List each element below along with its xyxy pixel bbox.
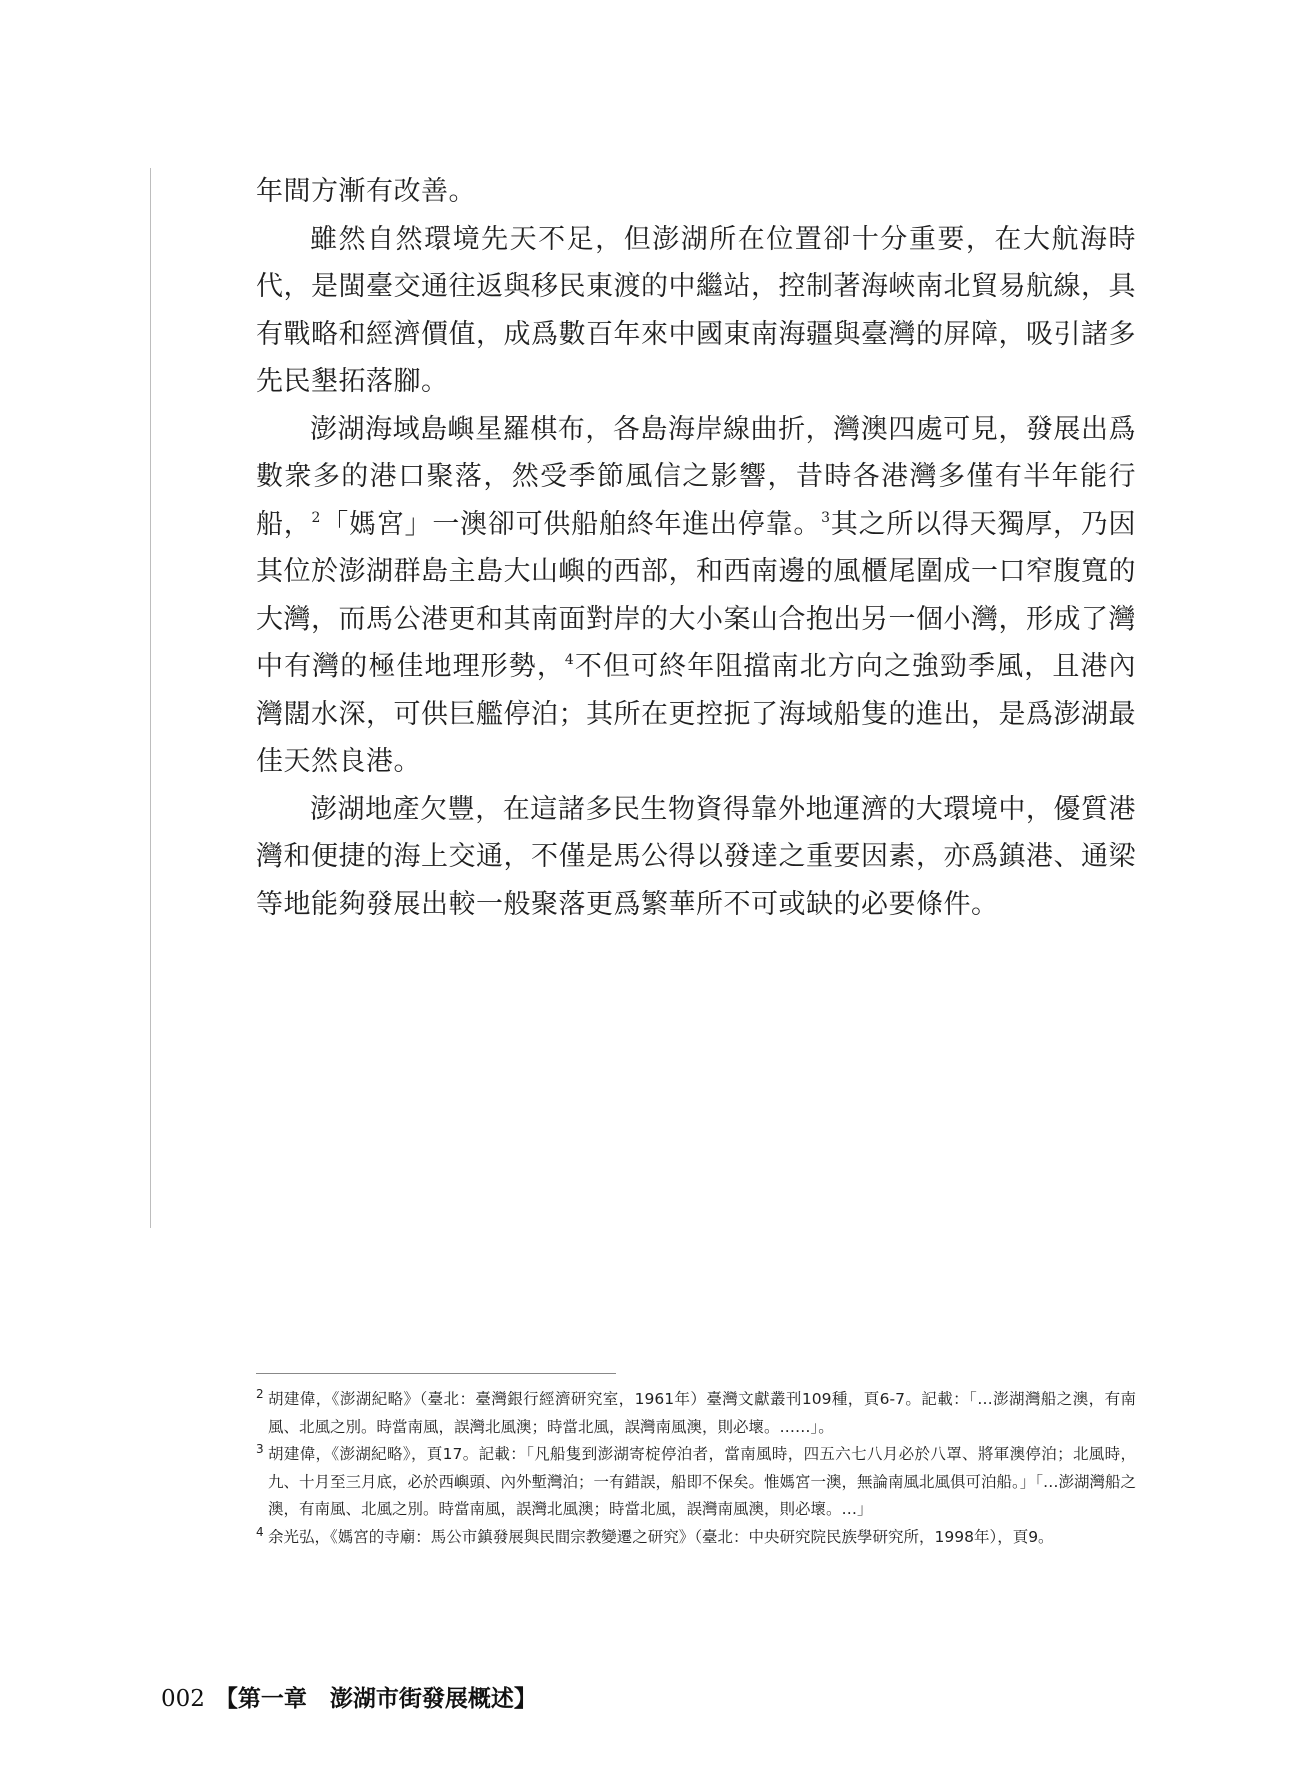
footnote-ref-4[interactable]: 4 (564, 652, 575, 668)
chapter-title: 【第一章 澎湖市街發展概述】 (214, 1685, 537, 1712)
footnote-2 (256, 1386, 1136, 1441)
footnote-text: 余光弘，《媽宮的寺廟：馬公市鎮發展與民間宗教變遷之研究》（臺北：中央研究院民族學研究所，1998年），頁9。 (268, 1527, 1054, 1546)
paragraph-3: 澎湖地產欠豐，在這諸多民生物資得靠外地運濟的大環境中，優質港灣和便捷的海上交通，不僅是馬公得以發達之重要因素，亦爲鎮港、通梁等地能夠發展出較一般聚落更爲繁華所不可或缺的必要條件。 (256, 793, 1136, 920)
footnote-ref-2[interactable]: 2 (311, 509, 321, 526)
page-footer (161, 1680, 537, 1713)
paragraph-1: 雖然自然環境先天不足，但澎湖所在位置卻十分重要，在大航海時代，是閩臺交通往返與移民東渡的中繼站，控制著海峽南北貿易航線，具有戰略和經濟價值，成爲數百年來中國東南海疆與臺灣的屏障，吸引諸多先民墾拓落腳。 (256, 223, 1136, 397)
footnote-number: 3 (256, 1442, 264, 1456)
margin-rule (150, 168, 151, 1228)
footnote-number: 4 (256, 1524, 264, 1539)
body-text (256, 168, 1136, 928)
footnote-ref-3[interactable]: 3 (821, 509, 831, 526)
footnote-rule (256, 1373, 616, 1374)
footnote-text: 胡建偉，《澎湖紀略》（臺北：臺灣銀行經濟研究室，1961年）臺灣文獻叢刊109種，頁6-7。記載：「…澎湖灣船之澳，有南風、北風之別。時當南風，誤灣北風澳；時當北風，誤灣南風澳，則必壞。……」。 (268, 1390, 1136, 1436)
paragraph-2-part-c: 其之所以得天獨厚，乃因其位於澎湖群島主島大山嶼的西部，和西南邊的風櫃尾圍成一口窄腹寬的大灣，而馬公港更和其南面對岸的大小案山合抱出另一個小灣，形成了灣中有灣的極佳地理形勢， (256, 508, 1137, 682)
paragraph-continuation: 年間方漸有改善。 (256, 176, 476, 207)
footnote-text: 胡建偉，《澎湖紀略》，頁17。記載：「凡船隻到澎湖寄椗停泊者，當南風時，四五六七八月必於八罩、將軍澳停泊；北風時，九、十月至三月底，必於西嶼頭、內外塹灣泊；一有錯誤，船即不保矣。惟媽宮一澳，無論南風北風俱可泊船。」「…澎湖灣船之澳，有南風、北風之別。時當南風，誤灣北風澳；時當北風，誤灣南風澳，則必壞。…」 (268, 1445, 1137, 1518)
footnotes (256, 1386, 1136, 1551)
paragraph-2-part-b: 「媽宮」一澳卻可供船舶終年進出停靠。 (320, 508, 822, 540)
page-number: 002 (161, 1686, 205, 1712)
footnote-3 (256, 1441, 1136, 1524)
footnote-number: 2 (256, 1387, 264, 1401)
paragraph-2-part-d: 不但可終年阻擋南北方向之強勁季風，且港內灣闊水深，可供巨艦停泊；其所在更控扼了海域船隻的進出，是爲澎湖最佳天然良港。 (256, 651, 1137, 777)
paragraph-2 (256, 406, 1136, 786)
paragraph-2-part-a: 澎湖海域島嶼星羅棋布，各島海岸線曲折，灣澳四處可見，發展出爲數衆多的港口聚落，然受季節風信之影響，昔時各港灣多僅有半年能行船， (256, 413, 1136, 540)
footnote-4 (256, 1524, 1136, 1552)
